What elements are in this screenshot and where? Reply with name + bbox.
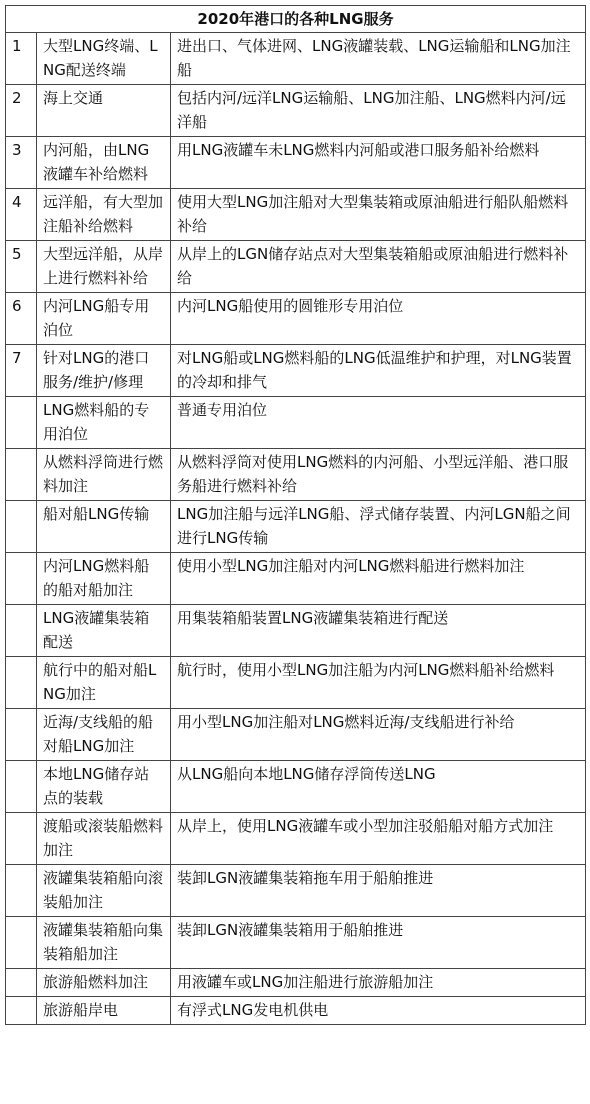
row-number xyxy=(6,397,37,449)
table-row xyxy=(6,997,586,1025)
table-row xyxy=(6,241,586,293)
row-number xyxy=(6,813,37,865)
service-description: 使用小型LNG加注船对内河LNG燃料船进行燃料加注 xyxy=(171,553,586,605)
service-description: 从岸上的LGN储存站点对大型集装箱船或原油船进行燃料补给 xyxy=(171,241,586,293)
service-name: 航行中的船对船LNG加注 xyxy=(37,657,171,709)
service-name: 船对船LNG传输 xyxy=(37,501,171,553)
table-row xyxy=(6,501,586,553)
row-number: 1 xyxy=(6,33,37,85)
table-row xyxy=(6,865,586,917)
row-number xyxy=(6,917,37,969)
table-row xyxy=(6,397,586,449)
row-number: 5 xyxy=(6,241,37,293)
service-name: 内河LNG燃料船的船对船加注 xyxy=(37,553,171,605)
table-row xyxy=(6,813,586,865)
table-title: 2020年港口的各种LNG服务 xyxy=(6,6,586,33)
service-description: 对LNG船或LNG燃料船的LNG低温维护和护理，对LNG装置的冷却和排气 xyxy=(171,345,586,397)
service-name: 针对LNG的港口服务/维护/修理 xyxy=(37,345,171,397)
service-description: 普通专用泊位 xyxy=(171,397,586,449)
service-name: 大型远洋船，从岸上进行燃料补给 xyxy=(37,241,171,293)
service-description: 装卸LGN液罐集装箱拖车用于船舶推进 xyxy=(171,865,586,917)
row-number xyxy=(6,709,37,761)
service-description: 有浮式LNG发电机供电 xyxy=(171,997,586,1025)
service-name: 大型LNG终端、LNG配送终端 xyxy=(37,33,171,85)
table-row xyxy=(6,449,586,501)
service-name: 旅游船燃料加注 xyxy=(37,969,171,997)
row-number xyxy=(6,969,37,997)
row-number: 3 xyxy=(6,137,37,189)
service-name: 本地LNG储存站点的装载 xyxy=(37,761,171,813)
service-description: 包括内河/远洋LNG运输船、LNG加注船、LNG燃料内河/远洋船 xyxy=(171,85,586,137)
table-row xyxy=(6,85,586,137)
service-name: 从燃料浮筒进行燃料加注 xyxy=(37,449,171,501)
service-name: 液罐集装箱船向集装箱船加注 xyxy=(37,917,171,969)
row-number: 7 xyxy=(6,345,37,397)
table-row xyxy=(6,917,586,969)
service-name: LNG燃料船的专用泊位 xyxy=(37,397,171,449)
service-name: 渡船或滚装船燃料加注 xyxy=(37,813,171,865)
service-description: 用集装箱船装置LNG液罐集装箱进行配送 xyxy=(171,605,586,657)
service-description: 使用大型LNG加注船对大型集装箱或原油船进行船队船燃料补给 xyxy=(171,189,586,241)
row-number: 6 xyxy=(6,293,37,345)
row-number xyxy=(6,449,37,501)
table-row xyxy=(6,709,586,761)
service-description: 装卸LGN液罐集装箱用于船舶推进 xyxy=(171,917,586,969)
service-description: 用液罐车或LNG加注船进行旅游船加注 xyxy=(171,969,586,997)
row-number: 4 xyxy=(6,189,37,241)
table-row xyxy=(6,553,586,605)
service-description: 从LNG船向本地LNG储存浮筒传送LNG xyxy=(171,761,586,813)
row-number xyxy=(6,761,37,813)
lng-services-table xyxy=(5,5,586,1025)
service-description: 从燃料浮筒对使用LNG燃料的内河船、小型远洋船、港口服务船进行燃料补给 xyxy=(171,449,586,501)
table-row xyxy=(6,137,586,189)
service-name: LNG液罐集装箱配送 xyxy=(37,605,171,657)
service-description: 用LNG液罐车未LNG燃料内河船或港口服务船补给燃料 xyxy=(171,137,586,189)
service-name: 旅游船岸电 xyxy=(37,997,171,1025)
service-name: 海上交通 xyxy=(37,85,171,137)
table-body xyxy=(6,33,586,1025)
row-number xyxy=(6,605,37,657)
table-row xyxy=(6,969,586,997)
service-name: 远洋船，有大型加注船补给燃料 xyxy=(37,189,171,241)
service-description: 航行时，使用小型LNG加注船为内河LNG燃料船补给燃料 xyxy=(171,657,586,709)
service-description: 内河LNG船使用的圆锥形专用泊位 xyxy=(171,293,586,345)
table-row xyxy=(6,761,586,813)
row-number xyxy=(6,997,37,1025)
service-name: 内河船，由LNG液罐车补给燃料 xyxy=(37,137,171,189)
table-row xyxy=(6,293,586,345)
service-description: LNG加注船与远洋LNG船、浮式储存装置、内河LGN船之间进行LNG传输 xyxy=(171,501,586,553)
service-name: 近海/支线船的船对船LNG加注 xyxy=(37,709,171,761)
service-description: 进出口、气体进网、LNG液罐装载、LNG运输船和LNG加注船 xyxy=(171,33,586,85)
service-name: 内河LNG船专用泊位 xyxy=(37,293,171,345)
table-row xyxy=(6,345,586,397)
service-description: 从岸上，使用LNG液罐车或小型加注驳船船对船方式加注 xyxy=(171,813,586,865)
service-description: 用小型LNG加注船对LNG燃料近海/支线船进行补给 xyxy=(171,709,586,761)
table-row xyxy=(6,33,586,85)
row-number xyxy=(6,501,37,553)
table-row xyxy=(6,605,586,657)
table-title-row xyxy=(6,6,586,33)
row-number: 2 xyxy=(6,85,37,137)
row-number xyxy=(6,865,37,917)
service-name: 液罐集装箱船向滚装船加注 xyxy=(37,865,171,917)
row-number xyxy=(6,657,37,709)
row-number xyxy=(6,553,37,605)
table-row xyxy=(6,657,586,709)
table-row xyxy=(6,189,586,241)
